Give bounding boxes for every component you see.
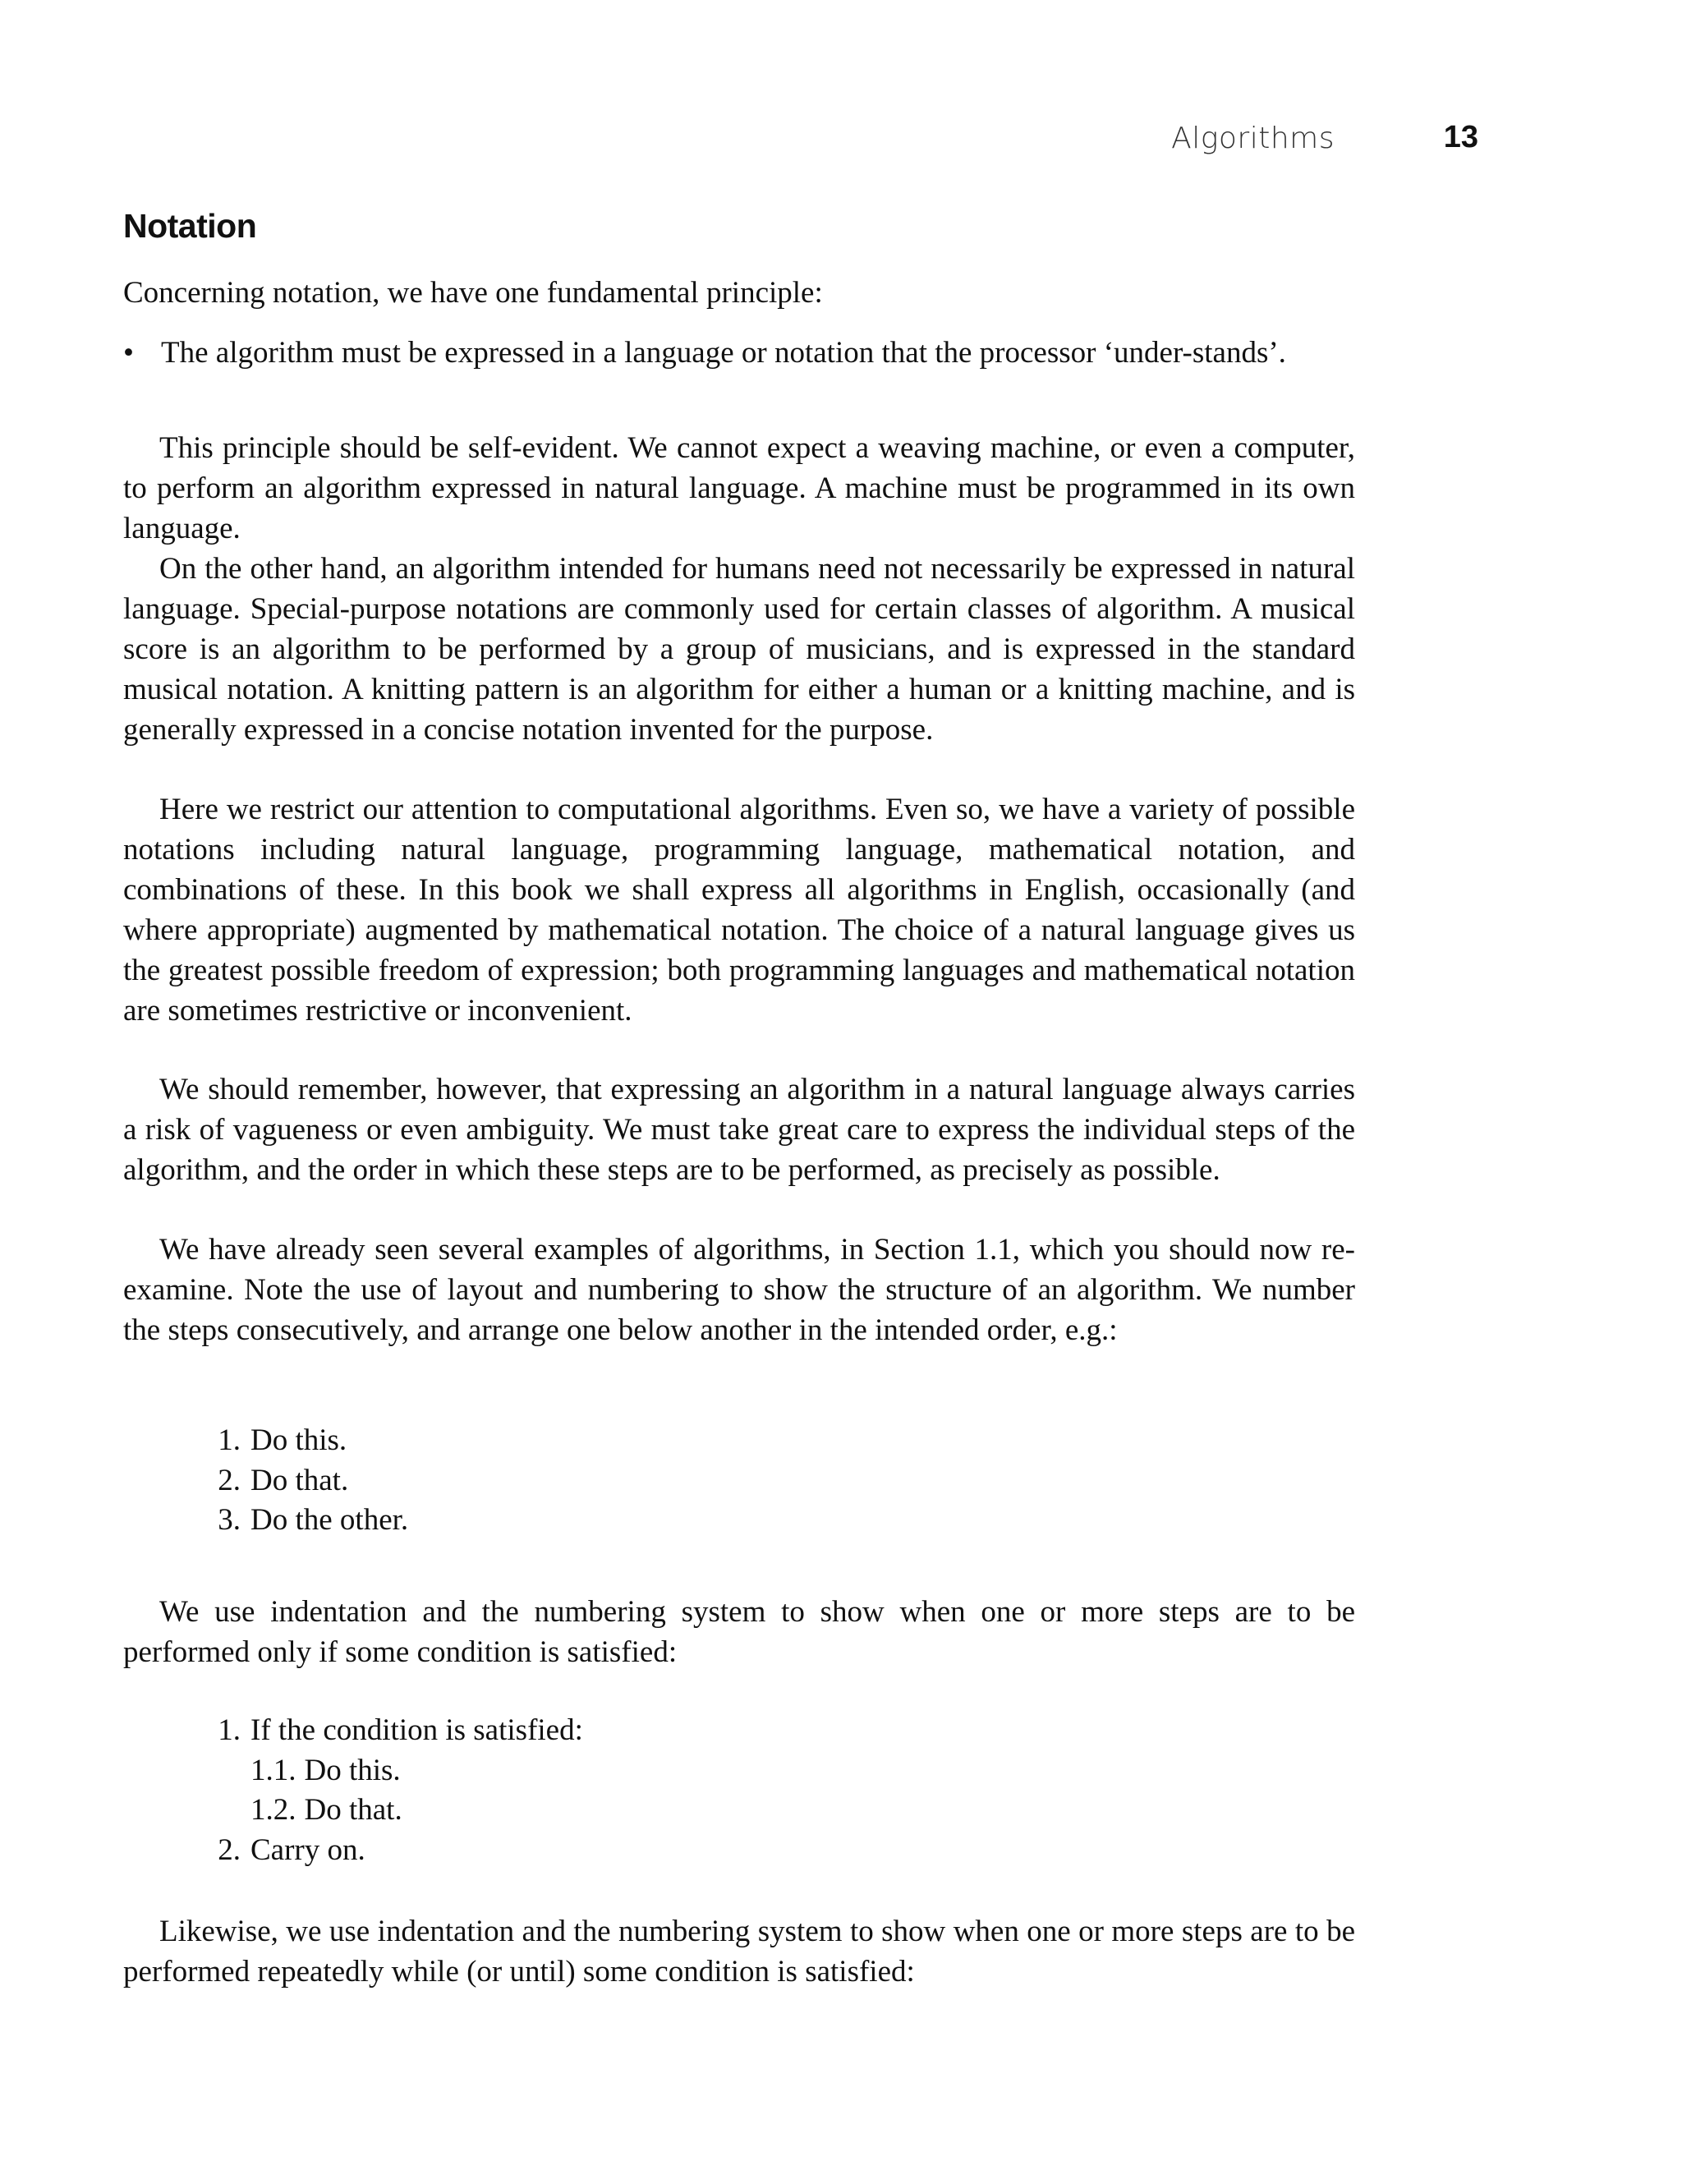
step-number: 1. bbox=[218, 1423, 241, 1457]
paragraph-remember: We should remember, however, that expressing an algorithm in a natural language always carries a risk of vagueness or even ambiguity. We must take great care to express the individual steps of the algorithm, and the order in which these steps are to be performed, as precisely as possible. bbox=[123, 1073, 1355, 1187]
section-heading: Notation bbox=[123, 207, 257, 245]
bullet-icon: • bbox=[123, 336, 134, 370]
step-number: 1. bbox=[218, 1713, 241, 1747]
substep-text: Do this. bbox=[304, 1753, 401, 1787]
page-number: 13 bbox=[1443, 120, 1478, 154]
book-page bbox=[123, 0, 1478, 2184]
running-head bbox=[953, 122, 1478, 163]
sequence-example bbox=[201, 1421, 1187, 1541]
step-number: 2. bbox=[218, 1463, 241, 1497]
conditional-example bbox=[201, 1711, 1187, 1870]
substep-number: 1.2. bbox=[250, 1793, 296, 1827]
paragraph-likewise: Likewise, we use indentation and the numbering system to show when one or more steps are to be performed repeatedly while (or until) some condition is satisfied: bbox=[123, 1915, 1355, 1989]
step-text: Do the other. bbox=[250, 1503, 409, 1537]
paragraph-other-hand: On the other hand, an algorithm intended for humans need not necessarily be expressed in natural language. Special-purpose notations are commonly used for certain classes of algorithm. A musical score is an algorithm to be performed by a group of musicians, and is expressed in the standard musical notation. A knitting pattern is an algorithm for either a human or a knitting machine, and is generally expressed in a concise notation invented for the purpose. bbox=[123, 552, 1355, 747]
list-item bbox=[201, 1831, 1187, 1871]
intro-paragraph: Concerning notation, we have one fundamental principle: bbox=[123, 276, 823, 310]
list-item bbox=[201, 1421, 1187, 1461]
paragraph-restrict: Here we restrict our attention to computational algorithms. Even so, we have a variety of possible notations including natural language, programming language, mathematical notation, and combinations of these. In this book we shall express all algorithms in English, occasionally (and where appropriate) augmented by mathematical notation. The choice of a natural language gives us the greatest possible freedom of expression; both programming languages and mathematical notation are sometimes restrictive or inconvenient. bbox=[123, 793, 1355, 1028]
substep-number: 1.1. bbox=[250, 1753, 296, 1787]
paragraph-indentation: We use indentation and the numbering system to show when one or more steps are to be performed only if some condition is satisfied: bbox=[123, 1595, 1355, 1669]
bullet-text: The algorithm must be expressed in a language or notation that the processor ‘under-stands’. bbox=[161, 336, 1286, 370]
step-text: Do that. bbox=[250, 1463, 349, 1497]
substep-text: Do that. bbox=[304, 1793, 402, 1827]
paragraph-self-evident: This principle should be self-evident. We cannot expect a weaving machine, or even a computer, to perform an algorithm expressed in natural language. A machine must be programmed in its own language. bbox=[123, 431, 1355, 545]
step-text: Carry on. bbox=[250, 1832, 365, 1867]
running-title: Algorithms bbox=[1171, 122, 1335, 155]
list-item bbox=[201, 1461, 1187, 1501]
paragraph-examples: We have already seen several examples of algorithms, in Section 1.1, which you should now re-examine. Note the use of layout and numbering to show the structure of an algorithm. We number the steps consecutively, and arrange one below another in the intended order, e.g.: bbox=[123, 1233, 1355, 1347]
step-text: If the condition is satisfied: bbox=[250, 1713, 583, 1747]
list-item bbox=[201, 1751, 1187, 1791]
step-text: Do this. bbox=[250, 1423, 347, 1457]
step-number: 3. bbox=[218, 1503, 241, 1537]
step-number: 2. bbox=[218, 1832, 241, 1867]
list-item bbox=[201, 1711, 1187, 1751]
list-item bbox=[201, 1791, 1187, 1831]
list-item bbox=[201, 1501, 1187, 1541]
